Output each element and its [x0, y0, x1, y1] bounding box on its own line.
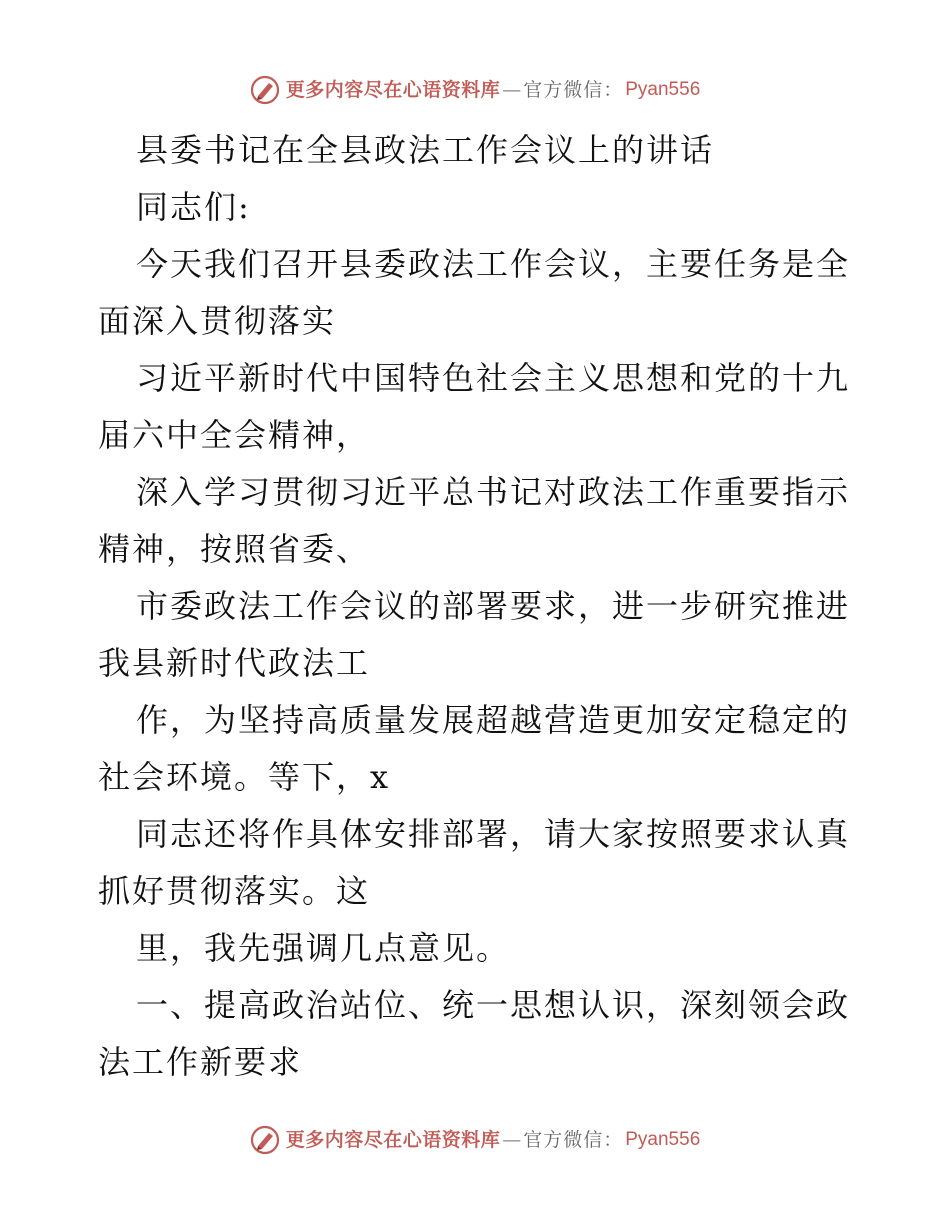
banner-site-name: 更多内容尽在心语资料库 [285, 1129, 501, 1151]
banner-wechat-id: Pyan556 [625, 1129, 701, 1150]
banner-wechat-label: 官方微信： [523, 1129, 624, 1151]
paragraph-line: 今天我们召开县委政法工作会议，主要任务是全 [136, 245, 851, 283]
banner-separator: — [502, 1129, 522, 1151]
section-heading: 法工作新要求 [98, 1043, 303, 1081]
section-heading: 一、提高政治站位、统一思想认识，深刻领会政 [136, 986, 851, 1024]
banner-text [286, 75, 701, 105]
paragraph-line: 里，我先强调几点意见。 [136, 929, 511, 967]
footer-banner [0, 1122, 950, 1158]
paragraph-line: 抓好贯彻落实。这 [98, 872, 371, 910]
paragraph-line: 深入学习贯彻习近平总书记对政法工作重要指示 [136, 473, 851, 511]
paragraph-line: 社会环境。等下，x [98, 758, 391, 796]
document-body [98, 122, 858, 1091]
paragraph-line: 面深入贯彻落实 [98, 302, 337, 340]
paragraph-line: 精神，按照省委、 [98, 530, 371, 568]
paragraph-line: 届六中全会精神， [98, 416, 371, 454]
pen-logo-icon [250, 75, 280, 105]
banner-separator: — [502, 79, 522, 101]
paragraph-line: 习近平新时代中国特色社会主义思想和党的十九 [136, 359, 851, 397]
document-title: 县委书记在全县政法工作会议上的讲话 [136, 131, 715, 169]
banner-site-name: 更多内容尽在心语资料库 [285, 79, 501, 101]
salutation: 同志们: [136, 188, 251, 226]
paragraph-line: 作，为坚持高质量发展超越营造更加安定稳定的 [136, 701, 851, 739]
paragraph-line: 我县新时代政法工 [98, 644, 371, 682]
banner-wechat-label: 官方微信： [523, 79, 624, 101]
banner-wechat-id: Pyan556 [625, 79, 701, 100]
pen-logo-icon [250, 1125, 280, 1155]
paragraph-line: 市委政法工作会议的部署要求，进一步研究推进 [136, 587, 851, 625]
paragraph-line: 同志还将作具体安排部署，请大家按照要求认真 [136, 815, 851, 853]
banner-text [286, 1125, 701, 1155]
header-banner [0, 72, 950, 108]
